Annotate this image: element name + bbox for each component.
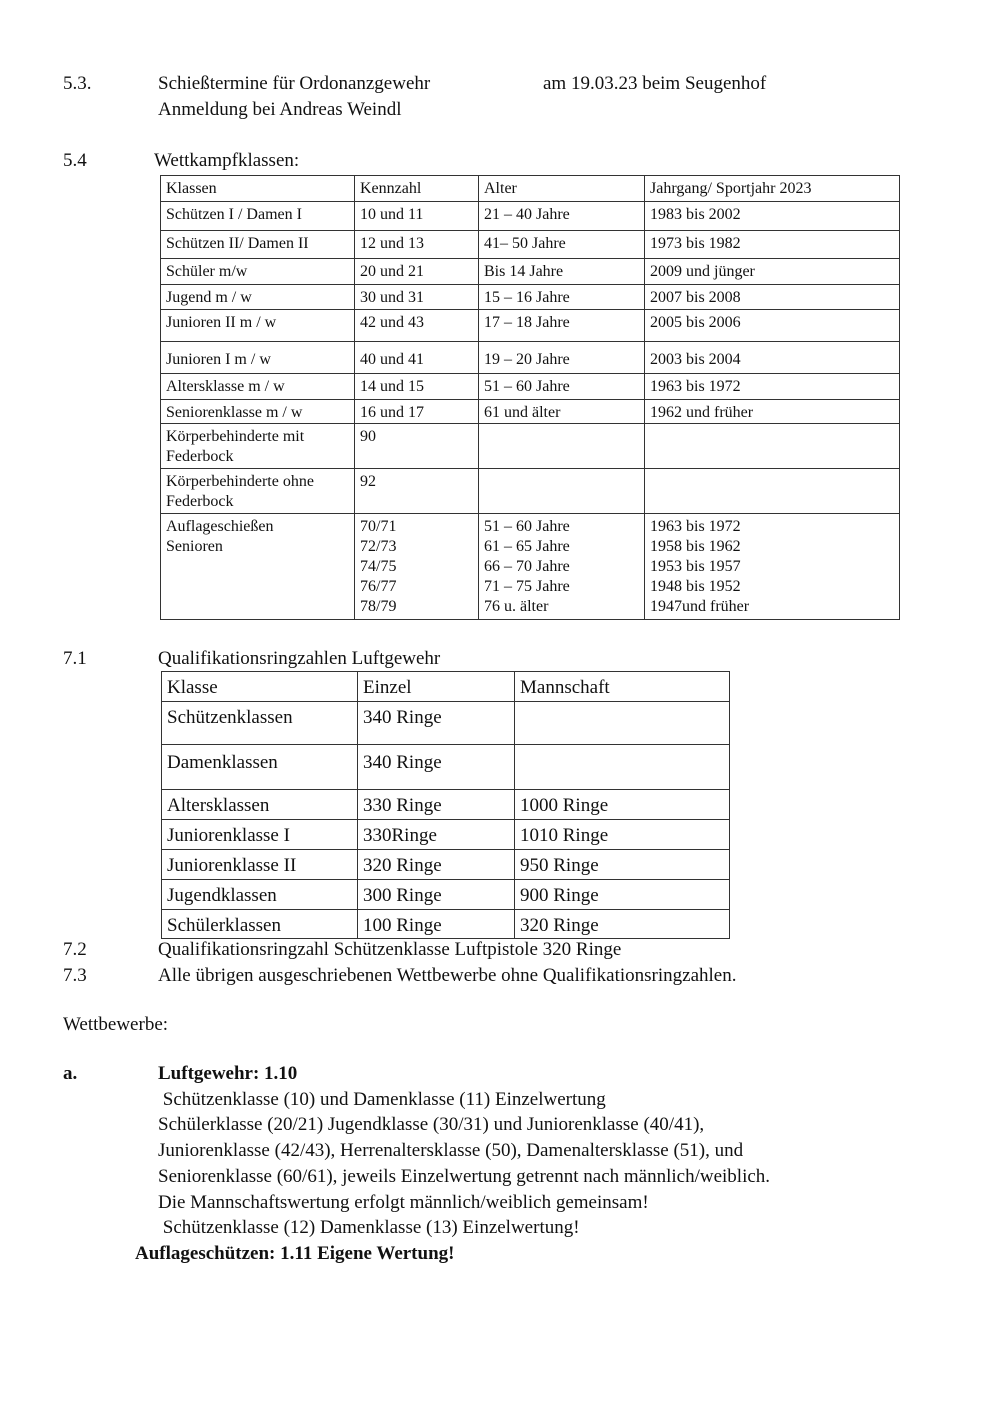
table-row: [162, 910, 730, 939]
table-header-row: [161, 176, 900, 202]
table-row: [161, 400, 900, 424]
table-cell: 14 und 15: [355, 374, 479, 400]
table-cell: 61 und älter: [479, 400, 645, 424]
table-cell: 51 – 60 Jahre 61 – 65 Jahre 66 – 70 Jahre 71 – 75 Jahre 76 u. älter: [479, 514, 645, 620]
section-5-3-number: 5.3.: [63, 73, 92, 94]
table-cell: 10 und 11: [355, 202, 479, 231]
table-cell: Junioren I m / w: [161, 342, 355, 374]
table-cell: 30 und 31: [355, 285, 479, 310]
table-cell: Damenklassen: [162, 745, 358, 790]
table-cell: 330Ringe: [358, 820, 515, 850]
wettbewerb-line: Die Mannschaftswertung erfolgt männlich/weiblich gemeinsam!: [158, 1192, 649, 1213]
table-cell: 16 und 17: [355, 400, 479, 424]
section-7-3-text: Alle übrigen ausgeschriebenen Wettbewerbe ohne Qualifikationsringzahlen.: [158, 965, 737, 986]
table-row: [161, 259, 900, 285]
table-cell: 12 und 13: [355, 231, 479, 259]
table-row: [162, 880, 730, 910]
table-row: [161, 469, 900, 514]
header-cell: Klasse: [162, 672, 358, 702]
table-row: [162, 790, 730, 820]
wettbewerb-a-title: Luftgewehr: 1.10: [158, 1063, 298, 1084]
table-cell: 41– 50 Jahre: [479, 231, 645, 259]
table-cell: 340 Ringe: [358, 702, 515, 745]
header-cell: Kennzahl: [355, 176, 479, 202]
table-cell: 42 und 43: [355, 310, 479, 342]
table-cell: Schützen I / Damen I: [161, 202, 355, 231]
table-cell: 90: [355, 424, 479, 469]
table-row: [161, 202, 900, 231]
table-cell: 20 und 21: [355, 259, 479, 285]
table-cell: Jugend m / w: [161, 285, 355, 310]
table-cell: 40 und 41: [355, 342, 479, 374]
table-cell: Seniorenklasse m / w: [161, 400, 355, 424]
section-5-4-number: 5.4: [63, 150, 87, 171]
table-cell: 1963 bis 1972 1958 bis 1962 1953 bis 1957 1948 bis 1952 1947und früher: [645, 514, 900, 620]
section-5-3-registration: Anmeldung bei Andreas Weindl: [158, 99, 402, 120]
table-cell: 1983 bis 2002: [645, 202, 900, 231]
table-row: [162, 702, 730, 745]
table-row: [161, 374, 900, 400]
table-cell: [515, 702, 730, 745]
table-cell: Altersklasse m / w: [161, 374, 355, 400]
table-cell: [645, 424, 900, 469]
section-7-1-number: 7.1: [63, 648, 87, 669]
wettbewerb-line: Schülerklasse (20/21) Jugendklasse (30/31) und Juniorenklasse (40/41),: [158, 1114, 705, 1135]
table-cell: [515, 745, 730, 790]
table-cell: 330 Ringe: [358, 790, 515, 820]
table-row: [162, 850, 730, 880]
header-cell: Jahrgang/ Sportjahr 2023: [645, 176, 900, 202]
table-row: [161, 310, 900, 342]
table-cell: Schützen II/ Damen II: [161, 231, 355, 259]
table-row: [161, 285, 900, 310]
header-cell: Alter: [479, 176, 645, 202]
wettbewerb-line: Seniorenklasse (60/61), jeweils Einzelwertung getrennt nach männlich/weiblich.: [158, 1166, 771, 1187]
table-cell: Körperbehinderte mit Federbock: [161, 424, 355, 469]
table-cell: Juniorenklasse I: [162, 820, 358, 850]
table-cell: 340 Ringe: [358, 745, 515, 790]
table-cell: 900 Ringe: [515, 880, 730, 910]
section-5-3-date: am 19.03.23 beim Seugenhof: [543, 73, 767, 94]
table-cell: Körperbehinderte ohne Federbock: [161, 469, 355, 514]
table-row: [161, 342, 900, 374]
table-cell: Auflageschießen Senioren: [161, 514, 355, 620]
table-cell: 320 Ringe: [358, 850, 515, 880]
table-cell: Juniorenklasse II: [162, 850, 358, 880]
table-cell: [479, 469, 645, 514]
table-cell: [479, 424, 645, 469]
wettbewerb-line: Juniorenklasse (42/43), Herrenaltersklasse (50), Damenaltersklasse (51), und: [158, 1140, 744, 1161]
wettkampfklassen-table: [160, 175, 900, 620]
table-cell: 1962 und früher: [645, 400, 900, 424]
header-cell: Einzel: [358, 672, 515, 702]
table-row: [161, 424, 900, 469]
table-row: [162, 745, 730, 790]
table-cell: 92: [355, 469, 479, 514]
table-cell: 950 Ringe: [515, 850, 730, 880]
table-cell: Bis 14 Jahre: [479, 259, 645, 285]
table-cell: 70/71 72/73 74/75 76/77 78/79: [355, 514, 479, 620]
table-cell: 15 – 16 Jahre: [479, 285, 645, 310]
header-cell: Mannschaft: [515, 672, 730, 702]
auflageschuetzen-note: Auflageschützen: 1.11 Eigene Wertung!: [135, 1243, 455, 1264]
wettbewerbe-heading: Wettbewerbe:: [63, 1014, 169, 1035]
section-7-2-number: 7.2: [63, 939, 87, 960]
table-cell: 1963 bis 1972: [645, 374, 900, 400]
table-cell: 17 – 18 Jahre: [479, 310, 645, 342]
table-cell: 2009 und jünger: [645, 259, 900, 285]
table-cell: Altersklassen: [162, 790, 358, 820]
qualifikation-table: [161, 671, 730, 939]
section-7-3-number: 7.3: [63, 965, 87, 986]
table-cell: 21 – 40 Jahre: [479, 202, 645, 231]
section-5-3-title: Schießtermine für Ordonanzgewehr: [158, 73, 431, 94]
table-cell: 19 – 20 Jahre: [479, 342, 645, 374]
table-cell: 300 Ringe: [358, 880, 515, 910]
wettbewerb-a-label: a.: [63, 1063, 78, 1084]
table-cell: 2005 bis 2006: [645, 310, 900, 342]
table-cell: 1973 bis 1982: [645, 231, 900, 259]
table-cell: 320 Ringe: [515, 910, 730, 939]
section-7-1-title: Qualifikationsringzahlen Luftgewehr: [158, 648, 441, 669]
table-cell: Jugendklassen: [162, 880, 358, 910]
table-row: [161, 231, 900, 259]
table-cell: 1010 Ringe: [515, 820, 730, 850]
table-row: [161, 514, 900, 620]
wettbewerb-line: Schützenklasse (10) und Damenklasse (11) Einzelwertung: [158, 1089, 606, 1110]
section-7-2-text: Qualifikationsringzahl Schützenklasse Luftpistole 320 Ringe: [158, 939, 622, 960]
section-5-4-title: Wettkampfklassen:: [154, 150, 300, 171]
table-cell: 2003 bis 2004: [645, 342, 900, 374]
table-cell: Junioren II m / w: [161, 310, 355, 342]
table-header-row: [162, 672, 730, 702]
table-cell: 1000 Ringe: [515, 790, 730, 820]
table-cell: Schüler m/w: [161, 259, 355, 285]
table-cell: Schülerklassen: [162, 910, 358, 939]
table-cell: Schützenklassen: [162, 702, 358, 745]
table-cell: [645, 469, 900, 514]
wettbewerb-line: Schützenklasse (12) Damenklasse (13) Einzelwertung!: [158, 1217, 580, 1238]
table-cell: 51 – 60 Jahre: [479, 374, 645, 400]
header-cell: Klassen: [161, 176, 355, 202]
table-cell: 100 Ringe: [358, 910, 515, 939]
table-cell: 2007 bis 2008: [645, 285, 900, 310]
table-row: [162, 820, 730, 850]
